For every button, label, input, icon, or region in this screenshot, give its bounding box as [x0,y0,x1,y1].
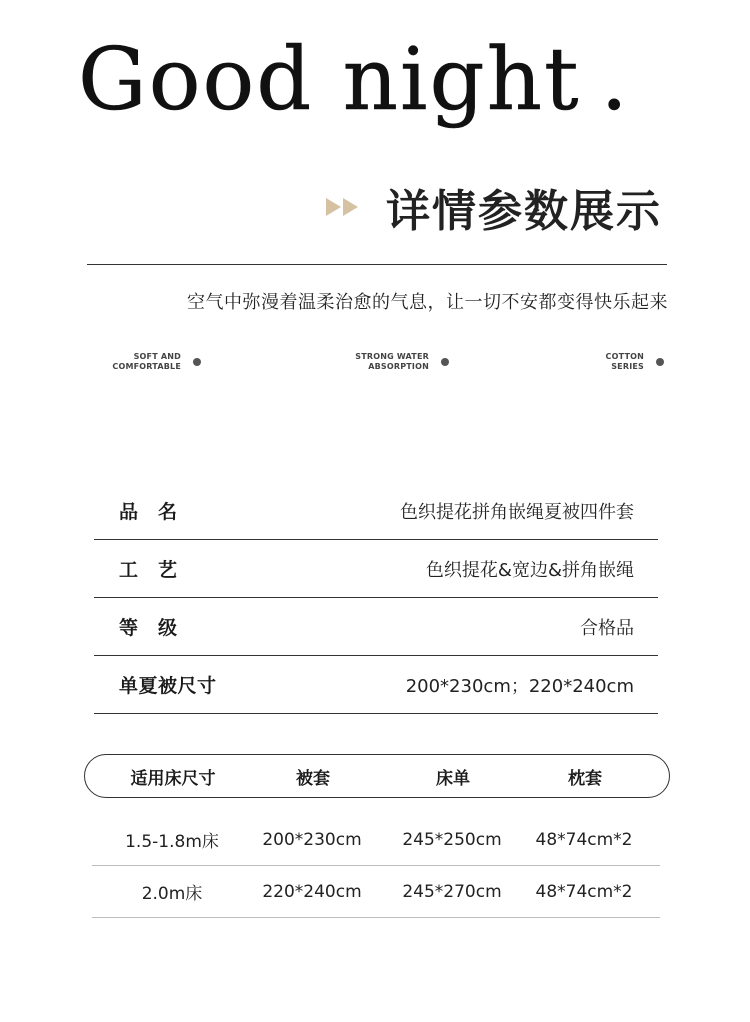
spec-key: 等 级 [119,617,178,639]
dot-icon [656,358,664,366]
hero-dot: . [600,30,630,130]
table-row [92,814,660,866]
table-cell: 48*74cm*2 [535,881,633,902]
table-cell: 245*250cm [402,829,502,850]
tagline: 空气中弥漫着温柔治愈的气息，让一切不安都变得快乐起来 [187,292,668,313]
spec-row-grade [94,598,658,656]
feature-cotton [606,352,664,372]
spec-row-craft [94,540,658,598]
spec-key: 工 艺 [119,559,178,581]
feature-line: SERIES [611,362,644,371]
table-cell: 48*74cm*2 [535,829,633,850]
table-cell: 220*240cm [262,881,362,902]
feature-line: ABSORPTION [368,362,429,371]
table-cell: 200*230cm [262,829,362,850]
feature-water [355,352,449,372]
table-row [92,866,660,918]
spec-row-name [94,482,658,540]
feature-soft [112,352,201,372]
feature-line: COMFORTABLE [112,362,181,371]
hero-title [78,30,630,130]
section-title: 详情参数展示 [386,186,662,237]
feature-line: SOFT AND [133,352,181,361]
feature-line: STRONG WATER [355,352,429,361]
spec-value: 色织提花&宽边&拼角嵌绳 [425,559,634,581]
size-table [92,814,660,918]
divider [87,264,667,265]
table-cell: 1.5-1.8m床 [125,832,219,852]
table-cell: 2.0m床 [141,884,203,904]
spec-row-size [94,656,658,714]
header-pillowcase: 枕套 [568,768,602,789]
spec-key: 品 名 [119,501,178,523]
section-heading [326,176,662,238]
double-arrow-icon [326,198,360,216]
header-duvet: 被套 [296,768,330,789]
header-sheet: 床单 [436,768,470,789]
table-cell: 245*270cm [402,881,502,902]
spec-key: 单夏被尺寸 [119,675,217,697]
header-bed-size: 适用床尺寸 [130,768,216,789]
spec-value: 200*230cm；220*240cm [405,675,634,697]
spec-value: 合格品 [580,617,634,639]
feature-line: COTTON [605,352,644,361]
hero-text: Good night [78,30,581,130]
spec-table [94,482,658,714]
spec-value: 色织提花拼角嵌绳夏被四件套 [400,501,634,523]
dot-icon [193,358,201,366]
size-table-header [84,754,670,798]
dot-icon [441,358,449,366]
